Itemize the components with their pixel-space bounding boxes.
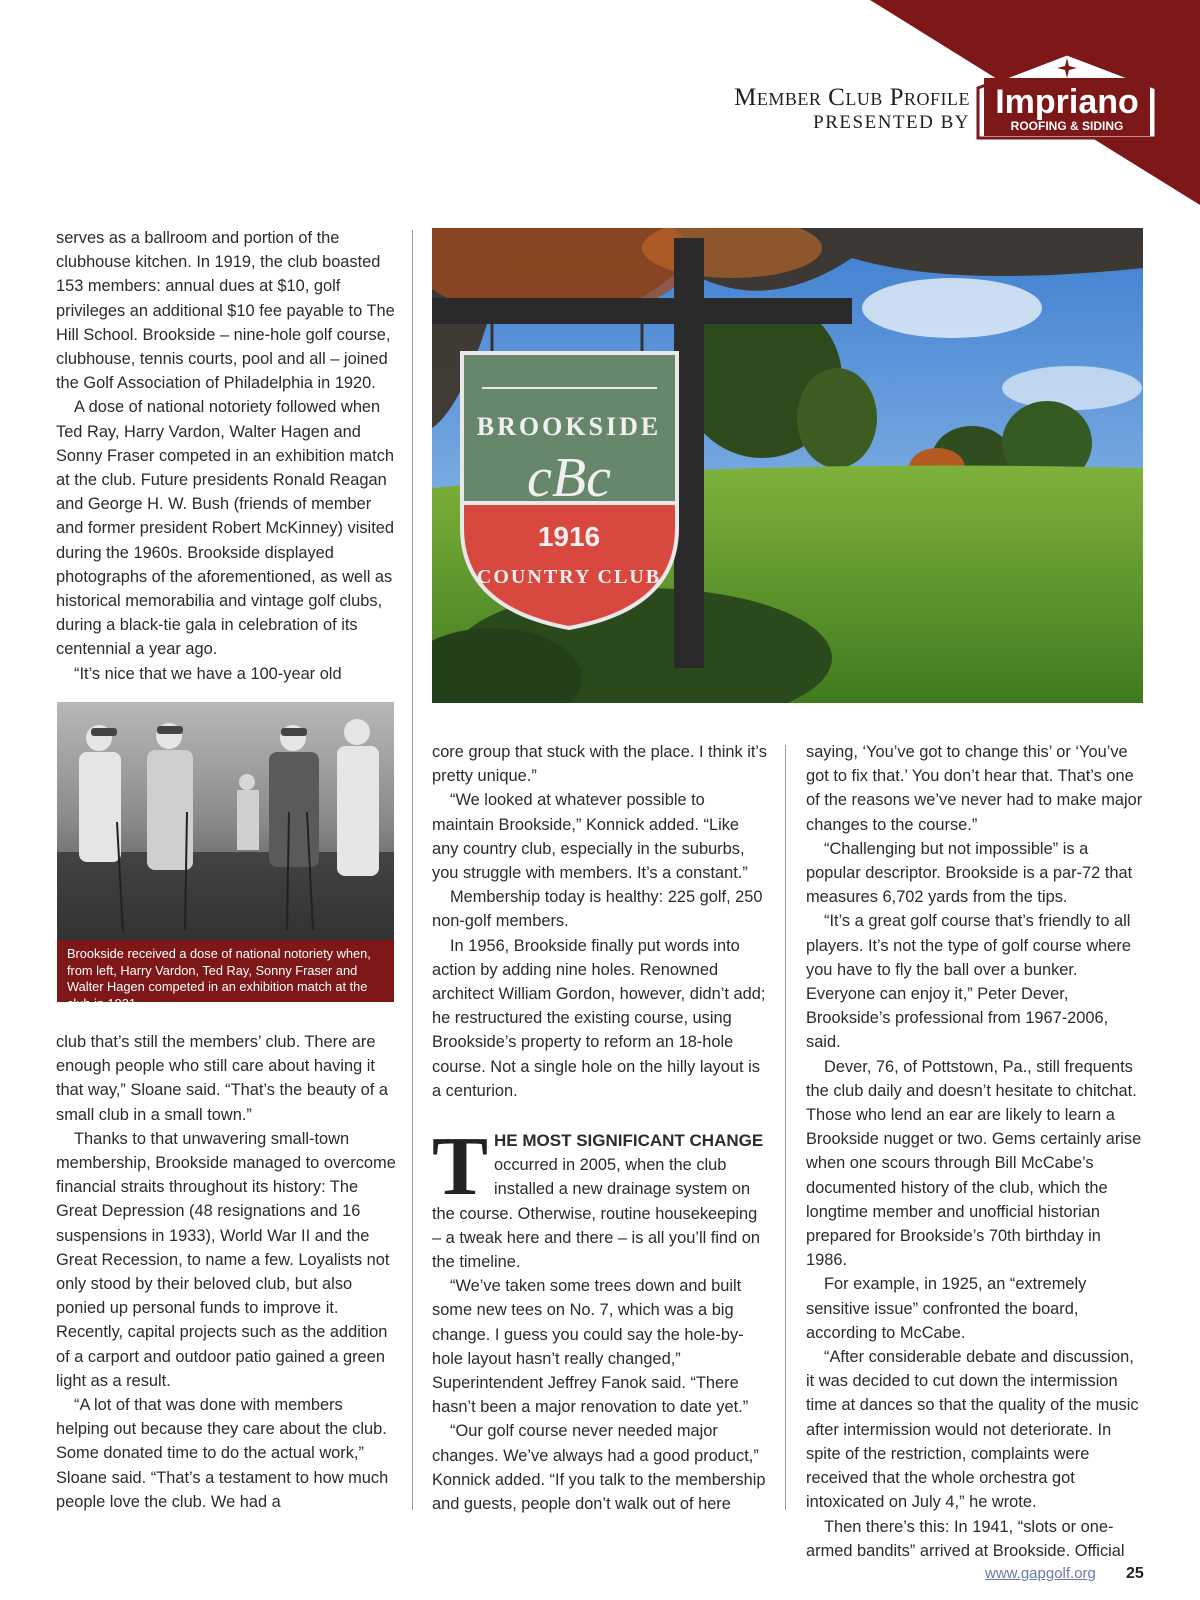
paragraph: For example, in 1925, an “extremely sensitive issue” confronted the board, according to McCabe. bbox=[806, 1275, 1087, 1342]
sponsor-name: Impriano bbox=[995, 83, 1139, 121]
paragraph: Membership today is healthy: 225 golf, 250 non-golf members. bbox=[432, 888, 763, 931]
sign-line-2: COUNTRY CLUB bbox=[476, 566, 662, 588]
paragraph: In 1956, Brookside finally put words into action by adding nine holes. Renowned architect William Gordon, however, didn’t add; he restructured the existing course, using Brookside’s property to reform an 18-hole course. Not a single hole on the hilly layout is a centurion. bbox=[432, 936, 766, 1100]
paragraph: “Challenging but not impossible” is a popular descriptor. Brookside is a par-72 that measures 6,702 yards from the tips. bbox=[806, 839, 1133, 907]
column-divider bbox=[785, 745, 786, 1510]
paragraph: serves as a ballroom and portion of the clubhouse kitchen. In 1919, the club boasted 153 members: annual dues at $10, golf privileges an additional $10 fee payable to The Hill School. Brookside – nine-hole golf course, clubhouse, tennis courts, pool and all – joined the Golf Association of Philadelphia in 1920. bbox=[56, 229, 395, 393]
paragraph: “We’ve taken some trees down and built some new tees on No. 7, which was a big change. I guess you could say the hole-by-hole layout hasn’t really changed,” Superintendent Jeffrey Fanok said. “There hasn’t been a major renovation to date yet.” bbox=[432, 1277, 749, 1417]
sign-monogram: cBc bbox=[527, 447, 611, 509]
paragraph: “It’s nice that we have a 100-year old bbox=[74, 664, 342, 683]
section-text: occurred in 2005, when the club installed a new drainage system on the course. Otherwise, routine housekeeping – a tweak here and there – is all you’ll find on the timeline. bbox=[432, 1156, 761, 1272]
paragraph: “A lot of that was done with members helping out because they care about the club. Some donated time to do the actual work,” Sloane said. “That’s a testament to how much people love the club. We had a bbox=[56, 1396, 389, 1511]
paragraph: club that’s still the members’ club. There are enough people who still care about having it that way,” Sloane said. “That’s the beauty of a small club in a small town.” bbox=[56, 1033, 388, 1124]
drop-cap: T bbox=[432, 1120, 489, 1214]
page-number: 25 bbox=[1126, 1565, 1144, 1582]
column-2 bbox=[432, 740, 768, 1516]
sponsor-tagline: ROOFING & SIDING bbox=[1010, 119, 1124, 133]
historic-golfers-photo bbox=[57, 702, 394, 940]
section-heading: HE MOST SIGNIFICANT CHANGE bbox=[494, 1131, 764, 1151]
paragraph: saying, ‘You’ve got to change this’ or ‘You’ve got to fix that.’ You don’t hear that. That’s one of the reasons we’ve never had to make major changes to the course.” bbox=[806, 743, 1143, 834]
paragraph: Then there’s this: In 1941, “slots or one-armed bandits” arrived at Brookside. Official bbox=[806, 1517, 1125, 1560]
impriano-logo bbox=[972, 48, 1162, 144]
paragraph: Dever, 76, of Pottstown, Pa., still frequents the club daily and doesn’t hesitate to chitchat. Those who lend an ear are likely to learn a Brookside nugget or two. Gems certainly arise when one scours through Bill McCabe’s documented history of the club, which the longtime member and unofficial historian prepared for Brookside’s 70th birthday in 1986. bbox=[806, 1057, 1142, 1270]
column-divider bbox=[412, 230, 413, 1510]
section-title: Member Club Profile bbox=[734, 84, 970, 111]
paragraph: “It’s a great golf course that’s friendly to all players. It’s not the type of golf course where you have to fly the ball over a bunker. Everyone can enjoy it,” Peter Dever, Brookside’s professional from 1967-2006, said. bbox=[806, 912, 1131, 1052]
column-3 bbox=[806, 740, 1146, 1563]
section-opening bbox=[432, 1120, 768, 1274]
website-link[interactable]: www.gapgolf.org bbox=[985, 1565, 1096, 1582]
photo-caption: Brookside received a dose of national notoriety when, from left, Harry Vardon, Ted Ray, Sonny Fraser and Walter Hagen competed in an exhibition match at the club in 1921. bbox=[57, 940, 394, 1002]
section-header bbox=[680, 84, 970, 134]
paragraph: core group that stuck with the place. I think it’s pretty unique.” bbox=[432, 743, 767, 786]
column-1-bottom bbox=[56, 1030, 396, 1514]
paragraph: “Our golf course never needed major changes. We’ve always had a good product,” Konnick added. “If you talk to the membership and guests, people don’t walk out of here bbox=[432, 1422, 766, 1514]
paragraph: “We looked at whatever possible to maintain Brookside,” Konnick added. “Like any country club, especially in the suburbs, you struggle with members. It’s a constant.” bbox=[432, 791, 748, 883]
sign-line-1: BROOKSIDE bbox=[476, 412, 662, 441]
presented-by: PRESENTED BY bbox=[813, 112, 970, 133]
paragraph: A dose of national notoriety followed when Ted Ray, Harry Vardon, Walter Hagen and Sonny Fraser competed in an exhibition match at the club. Future presidents Ronald Reagan and George H. W. Bush (friends of member and former president Robert McKinney) visited during the 1960s. Brookside displayed photographs of the aforementioned, as well as historical memorabilia and vintage golf clubs, during a black-tie gala in celebration of its centennial a year ago. bbox=[56, 398, 395, 659]
column-1-top bbox=[56, 226, 396, 686]
sign-year: 1916 bbox=[537, 521, 601, 552]
brookside-sign-photo bbox=[432, 228, 1143, 703]
paragraph: “After considerable debate and discussion, it was decided to cut down the intermission time at dances so that the quality of the music after intermission would not deteriorate. In spite of the restriction, complaints were received that the whole orchestra got intoxicated on July 4,” he wrote. bbox=[806, 1348, 1139, 1512]
paragraph: Thanks to that unwavering small-town membership, Brookside managed to overcome financial straits throughout its history: The Great Depression (48 resignations and 16 suspensions in 1933), World War II and the Great Recession, to name a few. Loyalists not only stood by their beloved club, but also ponied up personal funds to improve it. Recently, capital projects such as the addition of a carport and outdoor patio gained a green light as a result. bbox=[56, 1129, 396, 1390]
